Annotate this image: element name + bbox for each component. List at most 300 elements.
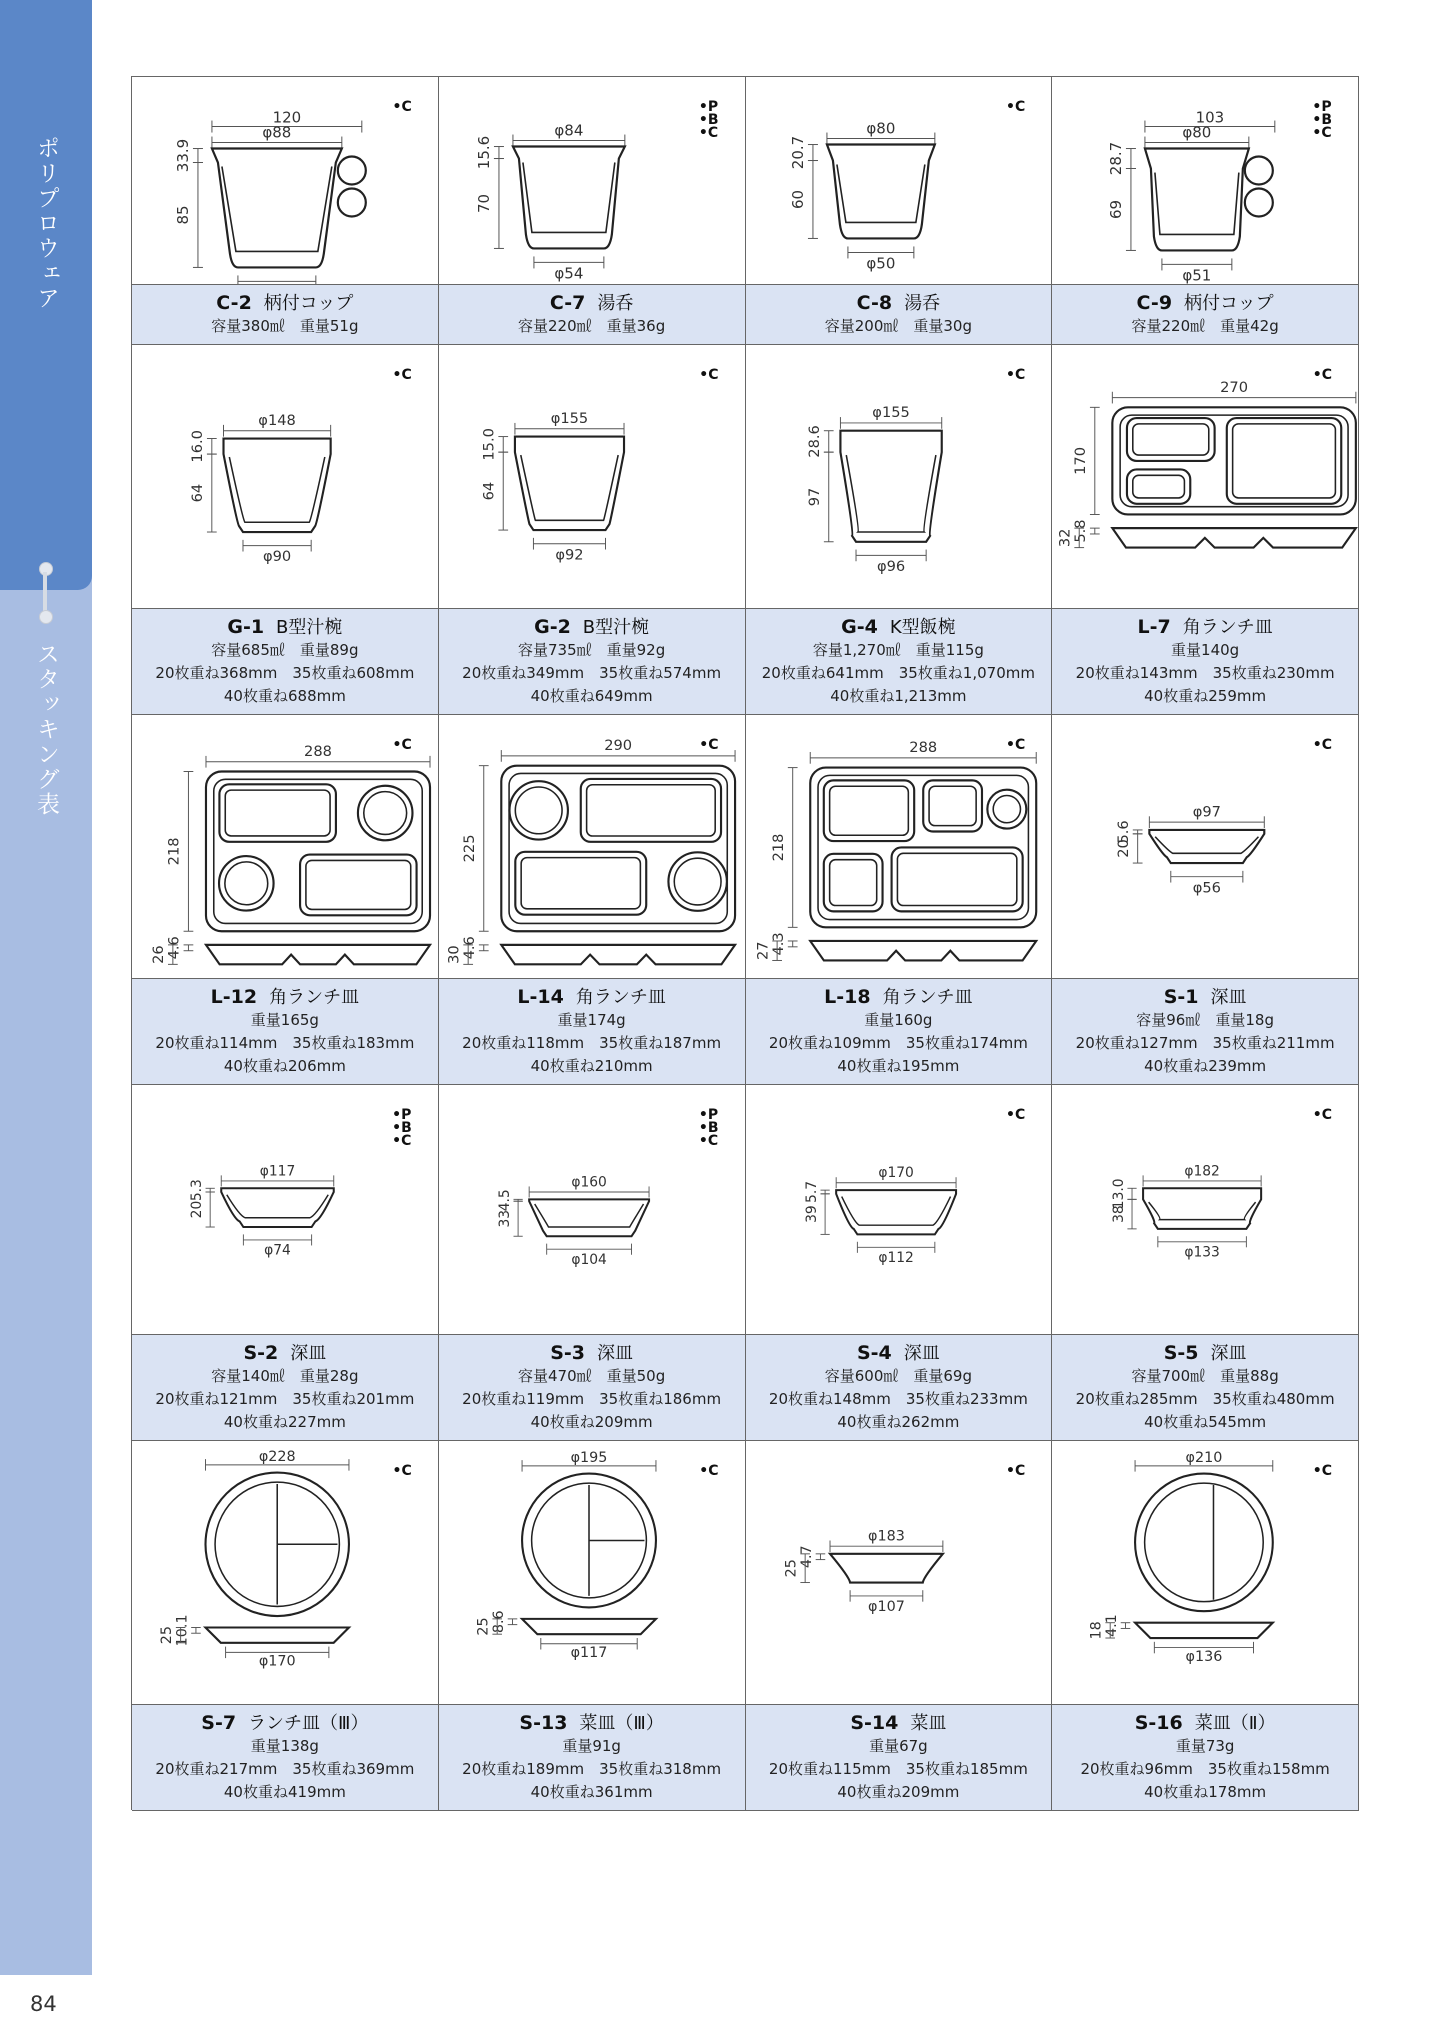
spec-line: 20枚重ね115mm 35枚重ね185mm [768,1760,1028,1778]
spec-line: 重量73g [1175,1737,1235,1755]
product-caption [439,1704,745,1810]
spec-line: 20枚重ね127mm 35枚重ね211mm [1075,1034,1335,1052]
dimension-label: 15.0 [480,428,498,461]
product-code: L-12 [210,986,258,1008]
spec-line: 40枚重ね545mm [1144,1413,1267,1431]
product-drawing [1052,715,1358,978]
spec-line: 重量174g [557,1011,626,1029]
spec-line: 重量138g [250,1737,319,1755]
dimension-label [262,283,291,284]
dimension-label: φ90 [262,548,292,566]
spec-line: 20枚重ね121mm 35枚重ね201mm [155,1390,415,1408]
drawing-svg [132,715,438,978]
dimension-label: φ50 [865,254,895,273]
product-title [134,1342,436,1365]
drawing-svg [746,345,1052,608]
product-drawing [1052,345,1358,608]
dimension-label: 25 [159,1626,176,1645]
spec-line: 容量220㎖ 重量42g [1131,317,1279,335]
product-drawing [439,1441,745,1704]
product-cell-s-1 [1052,715,1359,1085]
material-tag: •C [1312,1107,1332,1123]
dimension-label: 4.3 [769,932,787,956]
dimension-label: 33.9 [173,138,192,173]
page-number: 84 [30,1992,57,2016]
dimension-label: φ183 [867,1528,905,1545]
spec-line: 容量600㎖ 重量69g [824,1367,972,1385]
product-name: 湯呑 [904,293,941,314]
dimension-label: φ88 [262,123,292,142]
dimension-label: 103 [1195,108,1225,127]
product-cell-s-16 [1052,1441,1359,1811]
dimension-label: 25 [475,1617,492,1636]
product-code: C-2 [216,292,252,314]
material-tag: •C [392,367,412,383]
material-tags [1006,1109,1025,1122]
material-tag: •C [699,367,719,383]
product-name: ランチ皿（Ⅲ） [248,1713,369,1734]
product-cell-s-3 [439,1085,746,1441]
product-title [1054,1342,1356,1365]
material-tags [1313,1109,1332,1122]
product-caption [439,978,745,1084]
material-tag: •C [1006,367,1026,383]
dimension-label: 33 [496,1209,513,1228]
product-caption [132,1334,438,1440]
product-name: 深皿 [597,1343,634,1364]
spec-line: 40枚重ね206mm [223,1057,346,1075]
dimension-label: φ160 [571,1174,607,1191]
material-tags [699,1465,718,1478]
product-drawing [746,345,1052,608]
material-tag: •C [392,99,412,115]
section-tab-label: スタッキング表 [33,642,59,817]
material-tags [393,1465,412,1478]
spec-line: 40枚重ね227mm [223,1413,346,1431]
spec-line: 40枚重ね239mm [1144,1057,1267,1075]
product-code: S-14 [850,1712,899,1734]
spec-line: 容量96㎖ 重量18g [1136,1011,1274,1029]
product-caption [1052,608,1358,714]
product-grid [131,76,1359,1810]
dimension-label: 38 [1111,1205,1128,1223]
dimension-label: φ136 [1185,1648,1223,1665]
product-cell-g-1 [132,345,439,715]
dimension-label: 15.6 [474,135,493,170]
dimension-label: 5.6 [1115,820,1133,844]
product-name: 湯呑 [597,293,634,314]
product-title [748,1712,1050,1735]
dimension-label: 25 [783,1559,800,1578]
drawing-svg [439,715,745,978]
dimension-label: 290 [603,737,632,755]
dimension-label: 10.1 [174,1614,191,1647]
product-name: 菜皿 [910,1713,947,1734]
material-tag: •C [698,125,719,141]
material-tags [393,369,412,382]
product-drawing [439,345,745,608]
material-tag: •C [1312,737,1332,753]
product-code: L-14 [517,986,564,1008]
spec-line: 40枚重ね210mm [530,1057,653,1075]
material-tag: •P [1312,99,1332,115]
product-title [1054,986,1356,1009]
product-drawing [1052,1441,1358,1704]
product-code: S-2 [243,1342,279,1364]
dimension-label: 13.0 [1111,1178,1128,1210]
product-caption [132,1704,438,1810]
dimension-label: 26 [150,945,168,964]
spec-line: 40枚重ね209mm [530,1413,653,1431]
material-tags [1006,101,1025,114]
product-caption [1052,284,1358,344]
product-cell-l-18 [746,715,1053,1085]
material-tag: •P [698,99,719,115]
material-tags [1313,369,1332,382]
product-title [441,1342,743,1365]
spec-line: 容量220㎖ 重量36g [518,317,666,335]
spec-line: 40枚重ね209mm [837,1783,960,1801]
dimension-label: φ170 [258,1653,296,1670]
product-drawing [439,1085,745,1334]
product-caption [439,608,745,714]
dimension-label: φ117 [259,1163,296,1180]
product-drawing [746,1085,1052,1334]
spec-line: 容量700㎖ 重量88g [1131,1367,1279,1385]
binder-ring-icon [37,562,53,624]
product-drawing [132,1085,438,1334]
dimension-label: 288 [304,742,332,760]
product-title [1054,616,1356,639]
product-caption [132,284,438,344]
product-name: 柄付コップ [263,293,354,314]
material-tags [699,1109,719,1148]
dimension-label: 218 [165,837,183,866]
spec-line: 40枚重ね1,213mm [830,687,967,705]
product-caption [1052,1334,1358,1440]
product-title [441,986,743,1009]
material-tag: •P [392,1107,412,1123]
dimension-label: 32 [1056,528,1074,548]
material-tags [699,739,718,752]
dimension-label: φ133 [1184,1244,1221,1261]
spec-line: 重量165g [250,1011,319,1029]
material-tag: •B [392,1120,412,1136]
dimension-label: 69 [1107,199,1126,220]
material-tag: •C [392,1133,412,1149]
product-name: 深皿 [1210,1343,1247,1364]
material-tag: •C [1312,125,1332,141]
product-caption [132,608,438,714]
spec-line: 20枚重ね285mm 35枚重ね480mm [1075,1390,1335,1408]
product-drawing [439,77,745,284]
dimension-label: 4.6 [460,936,478,960]
drawing-svg [1052,345,1358,608]
spec-line: 40枚重ね178mm [1144,1783,1267,1801]
product-cell-s-5 [1052,1085,1359,1441]
spec-line: 20枚重ね641mm 35枚重ね1,070mm [761,664,1035,682]
dimension-label: 270 [1220,378,1249,396]
product-title [748,986,1050,1009]
drawing-svg [746,1441,1052,1704]
dimension-label: φ195 [570,1450,608,1467]
spec-line: 容量685㎖ 重量89g [211,641,359,659]
product-caption [746,1334,1052,1440]
dimension-label: φ112 [877,1250,914,1267]
spec-line: 20枚重ね217mm 35枚重ね369mm [155,1760,415,1778]
dimension-label: φ148 [258,411,296,429]
product-code: S-7 [201,1712,237,1734]
product-code: C-8 [856,292,893,314]
material-tag: •C [1312,1463,1332,1479]
material-tags [1313,1465,1332,1478]
product-cell-s-2 [132,1085,439,1441]
product-cell-l-12 [132,715,439,1085]
dimension-label: 5.3 [188,1179,205,1202]
product-caption [746,608,1052,714]
product-title [748,1342,1050,1365]
product-name: 角ランチ皿 [1182,617,1273,638]
material-tags [1006,369,1025,382]
dimension-label: 4.5 [496,1189,513,1212]
material-tags [1312,101,1332,140]
product-code: C-9 [1136,292,1173,314]
material-tag: •C [1006,99,1026,115]
dimension-label: φ92 [555,546,584,564]
dimension-label: φ80 [865,119,895,138]
material-tag: •B [1312,112,1332,128]
product-caption [439,1334,745,1440]
product-drawing [132,715,438,978]
spec-line: 20枚重ね143mm 35枚重ね230mm [1075,664,1335,682]
dimension-label: 5.8 [1072,519,1090,543]
dimension-label: 27 [753,941,771,961]
dimension-label: 120 [272,108,302,127]
product-code: S-1 [1163,986,1199,1008]
dimension-label: φ117 [570,1645,608,1662]
product-drawing [1052,1085,1358,1334]
material-tag: •C [1006,1463,1026,1479]
product-cell-g-4 [746,345,1053,715]
spec-line: 40枚重ね259mm [1144,687,1267,705]
product-title [134,986,436,1009]
spec-line: 20枚重ね109mm 35枚重ね174mm [768,1034,1028,1052]
spec-line: 40枚重ね419mm [223,1783,346,1801]
product-cell-c-9 [1052,77,1359,345]
dimension-label: 20.7 [788,135,807,170]
section-tab-label: ポリプロウェア [33,136,59,311]
product-name: 菜皿（Ⅱ） [1194,1713,1276,1734]
product-name: B型汁椀 [276,617,343,638]
product-title [134,616,436,639]
product-caption [1052,978,1358,1084]
dimension-label: φ96 [876,557,905,575]
product-drawing [746,77,1052,284]
product-code: G-2 [534,616,571,638]
dimension-label: φ74 [264,1242,291,1259]
spec-line: 容量735㎖ 重量92g [518,641,666,659]
product-code: L-18 [824,986,871,1008]
dimension-label: φ155 [871,404,910,422]
product-code: S-13 [519,1712,568,1734]
product-title [134,1712,436,1735]
dimension-label: φ104 [571,1251,607,1268]
dimension-label: 225 [460,834,478,863]
product-title [441,1712,743,1735]
product-name: 深皿 [903,1343,940,1364]
drawing-svg [132,345,438,608]
product-caption [746,284,1052,344]
material-tags [699,369,718,382]
drawing-svg [439,1441,745,1704]
spec-line: 容量1,270㎖ 重量115g [812,641,984,659]
material-tags [392,1109,412,1148]
dimension-label: φ84 [554,121,584,140]
spec-line: 20枚重ね148mm 35枚重ね233mm [768,1390,1028,1408]
material-tag: •P [698,1107,719,1123]
product-drawing [132,77,438,284]
dimension-label: 28.7 [1107,141,1126,176]
product-caption [746,978,1052,1084]
product-name: 柄付コップ [1184,293,1274,314]
product-name: 菜皿（Ⅲ） [579,1713,664,1734]
spec-line: 重量160g [864,1011,933,1029]
spec-line: 20枚重ね349mm 35枚重ね574mm [462,664,722,682]
material-tag: •B [698,112,719,128]
product-title [134,292,436,315]
product-name: 角ランチ皿 [269,987,360,1008]
spec-line: 容量140㎖ 重量28g [211,1367,359,1385]
dimension-label: 16.0 [189,430,207,463]
material-tag: •C [392,1463,412,1479]
dimension-label: φ80 [1182,123,1212,142]
dimension-label: φ228 [258,1449,296,1466]
spec-line: 20枚重ね114mm 35枚重ね183mm [155,1034,415,1052]
dimension-label: 18 [1088,1621,1105,1640]
spec-line: 容量200㎖ 重量30g [824,317,972,335]
dimension-label: φ97 [1192,803,1222,821]
dimension-label: 64 [189,483,207,503]
spec-line: 20枚重ね368mm 35枚重ね608mm [155,664,415,682]
spec-line: 40枚重ね195mm [837,1057,960,1075]
dimension-label: 70 [474,193,493,214]
spec-line: 重量140g [1171,641,1240,659]
spec-line: 20枚重ね119mm 35枚重ね186mm [462,1390,722,1408]
product-caption [439,284,745,344]
product-cell-s-14 [746,1441,1053,1811]
dimension-label: φ107 [867,1599,905,1616]
product-cell-s-7 [132,1441,439,1811]
material-tag: •C [699,1463,719,1479]
product-caption [1052,1704,1358,1810]
product-name: 角ランチ皿 [882,987,973,1008]
product-title [1054,292,1356,315]
material-tags [393,101,412,114]
dimension-label: 97 [805,487,823,507]
product-title [441,292,743,315]
spec-line: 40枚重ね361mm [530,1783,653,1801]
spec-line: 40枚重ね262mm [837,1413,960,1431]
product-drawing [746,715,1052,978]
product-drawing [439,715,745,978]
product-title [441,616,743,639]
section-tab-polypro[interactable] [0,0,92,590]
material-tag: •C [392,737,412,753]
section-tab-stacking[interactable] [0,594,92,1975]
dimension-label: 20 [1115,839,1133,858]
product-code: G-1 [227,616,265,638]
spec-line: 40枚重ね688mm [223,687,346,705]
dimension-label: 30 [445,945,463,964]
product-cell-g-2 [439,345,746,715]
dimension-label: φ56 [1192,879,1222,897]
material-tags [1006,1465,1025,1478]
dimension-label: 8.6 [490,1610,507,1634]
spec-line: 40枚重ね649mm [530,687,653,705]
dimension-label: 4.6 [165,936,183,960]
material-tag: •B [698,1120,719,1136]
product-code: L-7 [1137,616,1171,638]
product-drawing [746,1441,1052,1704]
product-name: 角ランチ皿 [575,987,666,1008]
dimension-label: 288 [908,739,937,757]
product-cell-l-14 [439,715,746,1085]
product-drawing [132,345,438,608]
spec-line: 容量470㎖ 重量50g [518,1367,666,1385]
material-tags [1313,739,1332,752]
drawing-svg [439,345,745,608]
product-title [748,292,1050,315]
dimension-label: 170 [1072,446,1090,475]
dimension-label: φ210 [1185,1450,1223,1467]
spec-line: 重量91g [562,1737,621,1755]
product-code: S-3 [550,1342,586,1364]
material-tags [1006,739,1025,752]
material-tag: •C [1006,1107,1026,1123]
product-cell-s-13 [439,1441,746,1811]
product-name: B型汁椀 [582,617,650,638]
spec-line: 20枚重ね189mm 35枚重ね318mm [462,1760,722,1778]
product-name: K型飯椀 [889,617,956,638]
drawing-svg [132,1441,438,1704]
dimension-label: 4.7 [798,1545,815,1569]
dimension-label: 60 [788,189,807,210]
product-cell-c-8 [746,77,1053,345]
material-tag: •C [1312,367,1332,383]
dimension-label: 4.1 [1104,1614,1121,1637]
product-cell-s-4 [746,1085,1053,1441]
spec-line: 容量380㎖ 重量51g [211,317,359,335]
product-code: G-4 [841,616,878,638]
product-cell-c-7 [439,77,746,345]
product-code: S-16 [1134,1712,1183,1734]
dimension-label: φ155 [550,409,588,427]
material-tag: •C [698,1133,719,1149]
dimension-label: φ51 [1182,266,1212,284]
dimension-label: φ182 [1184,1163,1221,1180]
drawing-svg [746,715,1052,978]
dimension-label: 20 [188,1200,205,1219]
product-cell-l-7 [1052,345,1359,715]
material-tags [699,101,719,140]
product-caption [746,1704,1052,1810]
material-tags [393,739,412,752]
material-tag: •C [1006,737,1026,753]
product-title [1054,1712,1356,1735]
product-cell-c-2 [132,77,439,345]
spec-line: 重量67g [869,1737,928,1755]
material-tag: •C [699,737,719,753]
